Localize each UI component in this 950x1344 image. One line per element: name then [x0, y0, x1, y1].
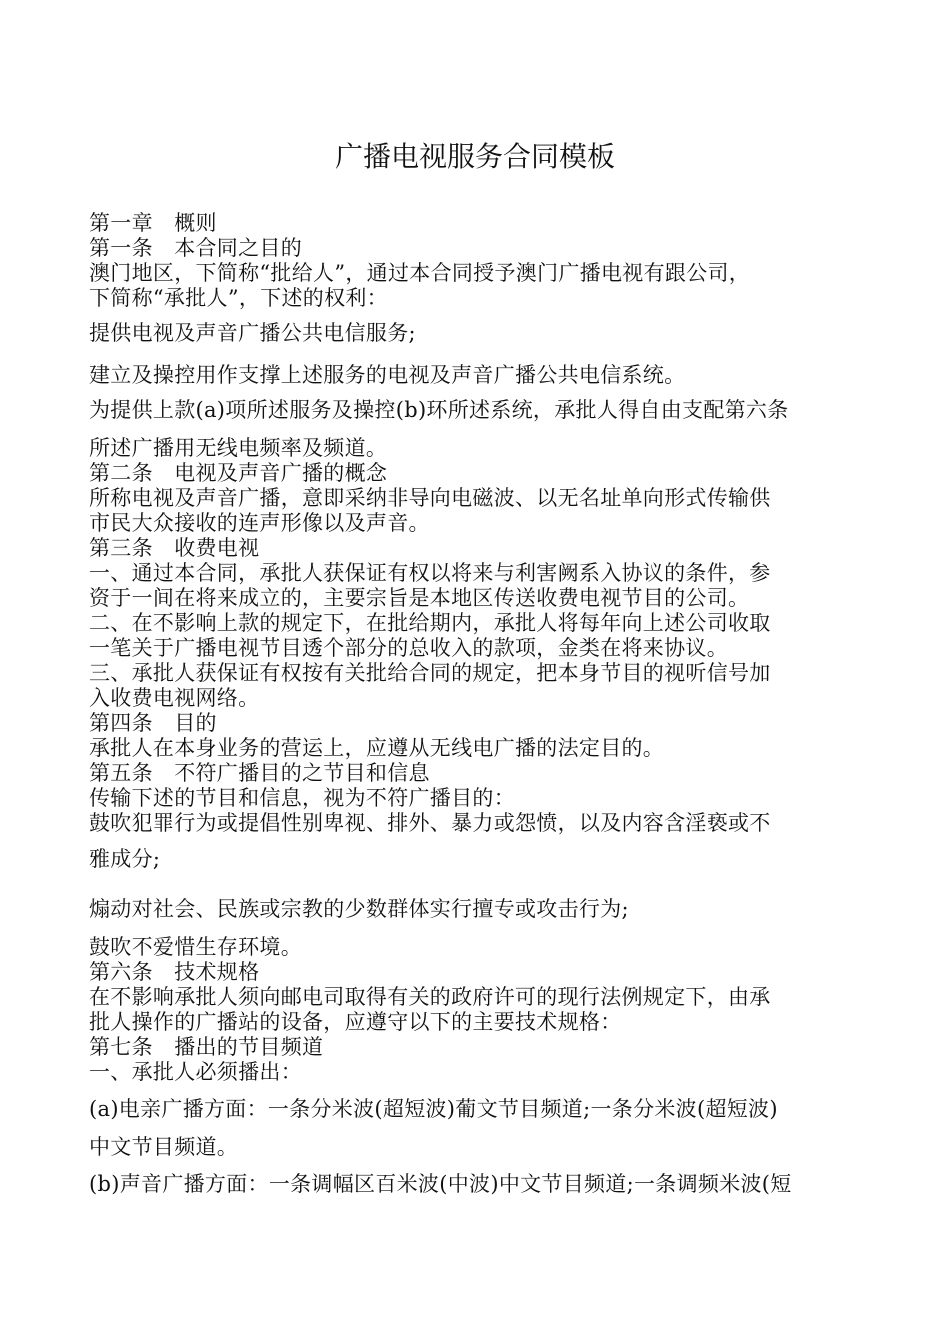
body-line: 中文节目频道。 — [89, 1135, 239, 1159]
body-line: 第五条 不符广播目的之节目和信息 — [89, 761, 430, 785]
body-line: 承批人在本身业务的营运上，应遵从无线电广播的法定目的。 — [89, 736, 665, 760]
body-line: 第四条 目的 — [89, 711, 217, 735]
body-line: 二、在不影响上款的规定下，在批给期内，承批人将每年向上述公司收取 — [89, 611, 771, 635]
body-line: (a)电亲广播方面：一条分米波(超短波)葡文节目频道;一条分米波(超短波) — [89, 1097, 778, 1121]
body-line: 一笔关于广播电视节目透个部分的总收入的款项，金类在将来协议。 — [89, 636, 728, 660]
body-line: 为提供上款(a)项所述服务及操控(b)环所述系统，承批人得自由支配第六条 — [89, 398, 789, 422]
body-line: 三、承批人获保证有权按有关批给合同的规定，把本身节目的视听信号加 — [89, 661, 771, 685]
body-line: 雅成分; — [89, 847, 161, 871]
body-line: 批人操作的广播站的设备，应遵守以下的主要技术规格： — [89, 1010, 622, 1034]
body-line: 建立及操控用作支撑上述服务的电视及声音广播公共电信系统。 — [89, 363, 686, 387]
body-line: 鼓吹犯罪行为或提倡性别卑视、排外、暴力或怨愤，以及内容含淫亵或不 — [89, 811, 771, 835]
body-line: 澳门地区，下简称“批给人”，通过本合同授予澳门广播电视有跟公司， — [89, 261, 751, 285]
body-line: 传输下述的节目和信息，视为不符广播目的： — [89, 786, 515, 810]
body-line: 所述广播用无线电频率及频道。 — [89, 436, 388, 460]
body-line: 第二条 电视及声音广播的概念 — [89, 461, 388, 485]
body-line: 市民大众接收的连声形像以及声音。 — [89, 511, 430, 535]
body-line: 入收费电视网络。 — [89, 686, 260, 710]
body-line: 下简称“承批人”，下述的权利： — [89, 286, 388, 310]
body-line: 所称电视及声音广播，意即采纳非导向电磁波、以无名址单向形式传输供 — [89, 486, 771, 510]
body-line: 一、通过本合同，承批人获保证有权以将来与利害阙系入协议的条件，参 — [89, 561, 771, 585]
body-line: 在不影响承批人须向邮电司取得有关的政府许可的现行法例规定下，由承 — [89, 985, 771, 1009]
body-line: 一、承批人必须播出： — [89, 1060, 302, 1084]
body-line: (b)声音广播方面：一条调幅区百米波(中波)中文节目频道;一条调频米波(短 — [89, 1172, 792, 1196]
document-title: 广播电视服务合同模板 — [334, 139, 615, 173]
body-line: 第六条 技术规格 — [89, 960, 260, 984]
body-line: 资于一间在将来成立的，主要宗旨是本地区传送收费电视节目的公司。 — [89, 586, 750, 610]
body-line: 第七条 播出的节目频道 — [89, 1035, 324, 1059]
body-line: 煽动对社会、民族或宗教的少数群体实行擅专或攻击行为; — [89, 897, 629, 921]
body-line: 第三条 收费电视 — [89, 536, 260, 560]
body-line: 第一条 本合同之目的 — [89, 236, 302, 260]
body-line: 提供电视及声音广播公共电信服务; — [89, 321, 416, 345]
body-line: 第一章 概则 — [89, 211, 217, 235]
body-line: 鼓吹不爱惜生存环境。 — [89, 935, 302, 959]
